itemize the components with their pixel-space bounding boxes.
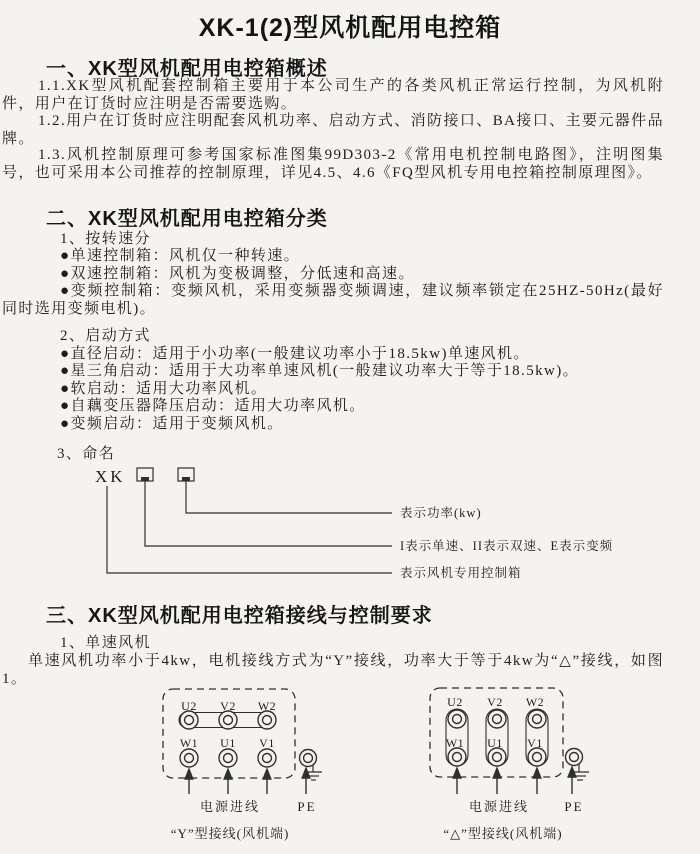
pe-label: PE bbox=[564, 799, 584, 814]
naming-label: 3、命名 bbox=[57, 446, 116, 462]
code-box-power-notch bbox=[182, 477, 190, 481]
section3-heading: 三、XK型风机配用电控箱接线与控制要求 bbox=[46, 605, 433, 627]
leader-line-power bbox=[186, 481, 392, 513]
section3-paragraph: 单速风机功率小于4kw，电机接线方式为“Y”接线，功率大于等于4kw为“△”接线，如图1。 bbox=[2, 653, 664, 687]
legend-power: 表示功率(kw) bbox=[400, 506, 482, 520]
terminal-label: V1 bbox=[527, 736, 543, 750]
pe-terminal bbox=[300, 750, 317, 767]
page-title: XK-1(2)型风机配用电控箱 bbox=[198, 14, 502, 42]
section1-paragraph-3: 1.3.风机控制原理可参考国家标准图集99D303-2《常用电机控制电路图》，注明图集号，也可采用本公司推荐的控制原理，详见4.5、4.6《FQ型风机专用电控箱控制原理图》。 bbox=[2, 147, 664, 181]
terminal-label: U2 bbox=[447, 695, 463, 709]
terminal-label: W1 bbox=[179, 736, 199, 750]
pe-terminal bbox=[566, 749, 583, 766]
bullet-double-speed: ●双速控制箱：风机为变极调整，分低速和高速。 bbox=[60, 266, 415, 282]
section1-heading: 一、XK型风机配用电控箱概述 bbox=[46, 58, 328, 80]
bullet-vfd-box: ●变频控制箱：变频风机，采用变频器变频调速，建议频率锁定在25HZ-50Hz(最好同时选用变频电机)。 bbox=[2, 283, 664, 317]
wiring-diagram-delta bbox=[430, 688, 589, 841]
section1-paragraph-1: 1.1.XK型风机配套控制箱主要用于本公司生产的各类风机正常运行控制，为风机附件，用户在订货时应注明是否需要选购。 bbox=[2, 78, 664, 112]
power-in-arrows-y bbox=[189, 769, 306, 794]
speed-group-label: 1、按转速分 bbox=[60, 231, 151, 247]
bullet-star-delta-start: ●星三角启动：适用于大功率单速风机(一般建议功率大于等于18.5kw)。 bbox=[60, 363, 580, 379]
terminal-label: U1 bbox=[487, 736, 503, 750]
terminal-label: W2 bbox=[257, 699, 277, 713]
terminal-label: U2 bbox=[181, 699, 197, 713]
bullet-vfd-start: ●变频启动：适用于变频风机。 bbox=[60, 416, 284, 432]
terminals-y bbox=[180, 711, 317, 767]
bullet-direct-start: ●直径启动：适用于小功率(一般建议功率小于18.5kw)单速风机。 bbox=[60, 346, 530, 362]
terminal-label: U1 bbox=[220, 736, 236, 750]
diagram-caption-y: “Y”型接线(风机端) bbox=[170, 826, 290, 841]
naming-diagram bbox=[0, 462, 700, 597]
code-box-speed-notch bbox=[141, 477, 149, 481]
terminal-label: V2 bbox=[487, 695, 503, 709]
section1-paragraph-2: 1.2.用户在订货时应注明配套风机功率、启动方式、消防接口、BA接口、主要元器件品牌。 bbox=[2, 113, 664, 147]
single-speed-fan-label: 1、单速风机 bbox=[60, 635, 151, 651]
power-in-label: 电源进线 bbox=[468, 799, 530, 814]
ground-icon bbox=[305, 765, 322, 780]
pe-label: PE bbox=[297, 799, 317, 814]
start-group-label: 2、启动方式 bbox=[60, 328, 151, 344]
bullet-soft-start: ●软启动：适用大功率风机。 bbox=[60, 381, 268, 397]
terminal-label: V2 bbox=[220, 699, 236, 713]
leader-line-type bbox=[107, 486, 392, 573]
terminal-label: V1 bbox=[259, 736, 275, 750]
terminal-label: W2 bbox=[525, 695, 545, 709]
naming-prefix: XK bbox=[95, 467, 126, 486]
legend-type: 表示风机专用控制箱 bbox=[400, 566, 522, 580]
section2-heading: 二、XK型风机配用电控箱分类 bbox=[46, 208, 328, 230]
wiring-diagram-y bbox=[163, 689, 322, 841]
bullet-autotransformer-start: ●自藕变压器降压启动：适用大功率风机。 bbox=[60, 398, 366, 414]
wiring-diagrams bbox=[0, 675, 700, 854]
legend-speed: I表示单速、II表示双速、E表示变频 bbox=[400, 539, 614, 553]
ground-icon bbox=[571, 764, 589, 780]
diagram-caption-delta: “△”型接线(风机端) bbox=[443, 826, 563, 841]
terminal-label: W1 bbox=[445, 736, 465, 750]
power-in-label: 电源进线 bbox=[199, 799, 261, 814]
power-in-arrows-delta bbox=[457, 768, 572, 794]
bullet-single-speed: ●单速控制箱：风机仅一种转速。 bbox=[60, 248, 301, 264]
